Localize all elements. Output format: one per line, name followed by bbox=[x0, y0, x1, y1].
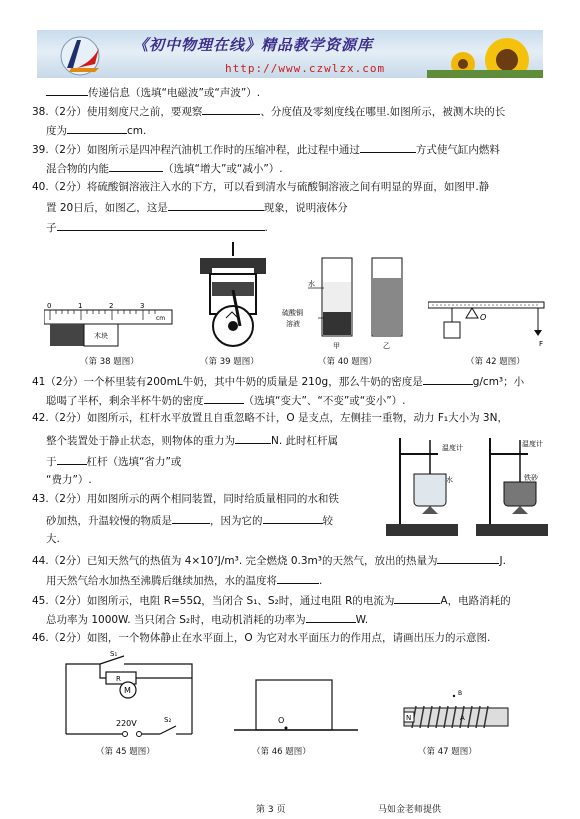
q39-line2: 混合物的内能 （选填“增大”或“减小”）. bbox=[46, 160, 283, 177]
q40-line2: 置 20日后，如图乙，这是 现象，说明液体分 bbox=[46, 199, 348, 216]
answer-blank[interactable] bbox=[277, 572, 319, 584]
answer-blank[interactable] bbox=[67, 122, 127, 134]
answer-blank[interactable] bbox=[263, 512, 323, 524]
q42-line3: 于 杠杆（选填“省力”或 bbox=[46, 453, 181, 470]
solution-label: 硫酸铜 bbox=[282, 309, 303, 317]
caption-46: （第 46 题图） bbox=[252, 747, 311, 757]
beaker-figure bbox=[272, 252, 404, 352]
answer-blank[interactable] bbox=[423, 373, 473, 385]
thermometer-label-b: 温度计 bbox=[522, 440, 543, 448]
caption-45: （第 45 题图） bbox=[96, 747, 155, 757]
ruler-unit: cm bbox=[156, 315, 166, 322]
q46-line1: 46.（2分）如图，一个物体静止在水平面上，O 为它对水平面压力的作用点，请画出压力的示意图. bbox=[32, 632, 491, 644]
caption-47: （第 47 题图） bbox=[418, 747, 477, 757]
pivot-label: O bbox=[480, 313, 487, 322]
force-label: F bbox=[539, 340, 544, 348]
logo-icon bbox=[55, 34, 105, 76]
answer-blank[interactable] bbox=[235, 432, 271, 444]
engine-figure bbox=[196, 240, 270, 348]
point-o-label: O bbox=[278, 716, 285, 725]
q40-line1: 40.（2分）将硫酸铜溶液注入水的下方，可以看到清水与硫酸铜溶液之间有明显的界面，如图甲.静 bbox=[32, 181, 490, 193]
water-label: 水 bbox=[446, 476, 453, 484]
answer-blank[interactable] bbox=[172, 512, 210, 524]
answer-blank[interactable] bbox=[109, 160, 163, 172]
switch-s2-label: S₂ bbox=[164, 716, 172, 724]
q43-line3: 大. bbox=[46, 533, 60, 545]
point-a-label: A bbox=[460, 714, 465, 722]
q44-line2: 用天然气给水加热至沸腾后继续加热，水的温度将 . bbox=[46, 572, 322, 589]
answer-blank[interactable] bbox=[168, 199, 264, 211]
wood-block-label: 木块 bbox=[94, 332, 108, 340]
answer-blank[interactable] bbox=[204, 392, 244, 404]
q42-line4: “费力”）. bbox=[46, 474, 92, 486]
q42-line2: 整个装置处于静止状态，则物体的重力为 N. 此时杠杆属 bbox=[46, 432, 338, 449]
answer-blank[interactable] bbox=[46, 84, 88, 96]
q45-line2: 总功率为 1000W. 当只闭合 S₂时，电动机消耗的功率为 W. bbox=[46, 611, 368, 628]
banner-url: http://www.czwlzx.com bbox=[225, 62, 386, 75]
q43-line1: 43.（2分）用如图所示的两个相同装置，同时给质量相同的水和铁 bbox=[32, 493, 339, 505]
ruler-tick-label: 1 bbox=[78, 302, 83, 310]
caption-38: （第 38 题图） bbox=[80, 357, 139, 367]
thermometer-label-a: 温度计 bbox=[442, 444, 463, 452]
caption-39: （第 39 题图） bbox=[200, 357, 259, 367]
q37-tail: 传递信息（选填“电磁波”或“声波”）. bbox=[46, 84, 260, 101]
ruler-tick-label: 0 bbox=[47, 302, 52, 310]
caption-42: （第 42 题图） bbox=[466, 357, 525, 367]
block-figure bbox=[230, 672, 360, 742]
q45-line1: 45.（2分）如图所示，电阻 R=55Ω，当闭合 S₁、S₂时，通过电阻 R的电流为 A，电路消耗的 bbox=[32, 592, 511, 609]
lever-figure bbox=[428, 296, 550, 350]
ruler-tick-label: 2 bbox=[109, 302, 114, 310]
answer-blank[interactable] bbox=[437, 552, 499, 564]
beaker-a-label: 甲 bbox=[333, 342, 340, 350]
answer-blank[interactable] bbox=[57, 219, 265, 231]
circuit-figure bbox=[60, 648, 208, 740]
ruler-tick-label: 3 bbox=[140, 302, 145, 310]
voltage-label: 220V bbox=[116, 719, 137, 728]
heating-figure bbox=[384, 430, 550, 540]
q41-line2: 聪喝了半杯，剩余半杯牛奶的密度 （选填“变大”、“不变”或“变小”）. bbox=[46, 392, 405, 409]
q38-line2: 度为 cm. bbox=[46, 122, 146, 139]
q39-line1: 39.（2分）如图所示是四冲程汽油机工作时的压缩冲程，此过程中通过 方式使气缸内燃料 bbox=[32, 141, 500, 158]
header-banner bbox=[37, 30, 543, 78]
sand-label: 铁砂 bbox=[524, 474, 538, 482]
switch-s1-label: S₁ bbox=[110, 650, 118, 658]
answer-blank[interactable] bbox=[57, 453, 87, 465]
beaker-b-label: 乙 bbox=[383, 342, 390, 350]
answer-blank[interactable] bbox=[306, 611, 356, 623]
banner-title: 《初中物理在线》精品教学资源库 bbox=[133, 36, 374, 54]
point-b-label: B bbox=[458, 690, 463, 697]
q43-line2: 砂加热，升温较慢的物质是 ，因为它的 较 bbox=[46, 512, 333, 529]
q41-line1: 41（2分）一个杯里装有200mL牛奶，其中牛奶的质量是 210g，那么牛奶的密度是 g/cm³；小 bbox=[32, 373, 524, 390]
water-label: 水 bbox=[308, 280, 315, 288]
answer-blank[interactable] bbox=[394, 592, 440, 604]
answer-blank[interactable] bbox=[360, 141, 416, 153]
solenoid-figure bbox=[396, 686, 514, 738]
page-number: 第 3 页 bbox=[256, 805, 286, 815]
solution-label-2: 溶液 bbox=[286, 320, 300, 328]
q42-line1: 42.（2分）如图所示，杠杆水平放置且自重忽略不计，O 是支点，左侧挂一重物，动力 F₁大小为 3N， bbox=[32, 412, 508, 424]
caption-40: （第 40 题图） bbox=[318, 357, 377, 367]
ruler-figure bbox=[44, 300, 176, 348]
sunflower-icon bbox=[427, 30, 543, 78]
answer-blank[interactable] bbox=[202, 103, 260, 115]
q40-line3: 子 . bbox=[46, 219, 268, 236]
motor-label: M bbox=[124, 686, 131, 695]
resistor-label: R bbox=[116, 675, 121, 683]
provider: 马如金老师提供 bbox=[378, 805, 442, 815]
q44-line1: 44.（2分）已知天然气的热值为 4×10⁷J/m³. 完全燃烧 0.3m³的天然气，放出的热量为 J. bbox=[32, 552, 506, 569]
q38-line1: 38.（2分）使用刻度尺之前，要观察 、分度值及零刻度线在哪里.如图所示，被测木块的长 bbox=[32, 103, 505, 120]
pole-n-label: N bbox=[406, 714, 412, 722]
